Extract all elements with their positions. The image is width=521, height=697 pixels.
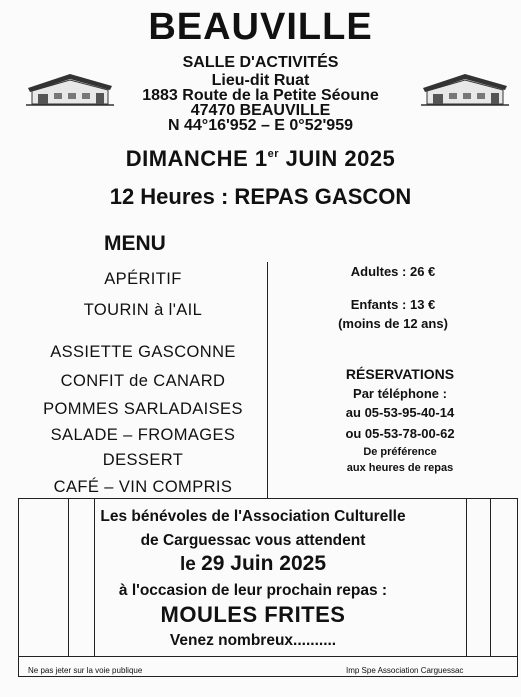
reservations-by-phone: Par téléphone :: [353, 386, 447, 401]
box-inner-left-border: [68, 498, 69, 656]
announcement-dish: MOULES FRITES: [160, 602, 346, 627]
menu-item: POMMES SARLADAISES: [43, 400, 243, 418]
menu-item: SALADE – FROMAGES: [50, 426, 236, 444]
footer-bottom-border: [18, 676, 518, 677]
menu-item: ASSIETTE GASCONNE: [50, 343, 236, 361]
announcement-date-prefix: le: [179, 554, 202, 575]
venue-place: Lieu-dit Ruat: [211, 72, 310, 89]
box-inner-right-border-2: [490, 498, 491, 656]
event-date-ordinal: er: [267, 148, 279, 160]
event-date-month: JUIN 2025: [279, 146, 396, 171]
box-left-border: [18, 498, 19, 676]
venue-city: 47470 BEAUVILLE: [190, 102, 331, 119]
column-divider: [267, 262, 268, 498]
venue-name: SALLE D'ACTIVITÉS: [182, 54, 339, 71]
menu-item: TOURIN à l'AIL: [83, 301, 203, 319]
event-meal: 12 Heures : REPAS GASCON: [109, 184, 412, 209]
menu-item: CONFIT de CANARD: [60, 372, 226, 390]
menu-title: MENU: [104, 232, 166, 255]
venue-coordinates: N 44°16'952 – E 0°52'959: [168, 117, 353, 134]
box-top-border: [18, 498, 518, 499]
box-bottom-border: [18, 656, 518, 657]
announcement-closing: Venez nombreux..........: [169, 632, 337, 649]
price-children: Enfants : 13 €: [350, 297, 436, 312]
announcement-line-4: à l'occasion de leur prochain repas :: [118, 582, 388, 599]
menu-item: CAFÉ – VIN COMPRIS: [53, 478, 233, 496]
event-date-day: DIMANCHE 1: [125, 146, 268, 171]
price-children-note: (moins de 12 ans): [338, 316, 448, 331]
footer-disposal-notice: Ne pas jeter sur la voie publique: [28, 666, 143, 675]
reservations-preference-1: De préférence: [363, 446, 437, 458]
price-adults: Adultes : 26 €: [350, 264, 436, 279]
house-illustration-left: [24, 66, 116, 108]
reservations-title: RÉSERVATIONS: [345, 366, 455, 382]
town-title: BEAUVILLE: [148, 6, 373, 48]
reservations-preference-2: aux heures de repas: [346, 462, 454, 474]
menu-item: DESSERT: [102, 451, 184, 469]
reservations-phone-2: ou 05-53-78-00-62: [345, 426, 455, 441]
announcement-date: [88, 552, 418, 576]
event-date: [0, 146, 521, 172]
announcement-date-value: 29 Juin 2025: [201, 552, 327, 575]
venue-street: 1883 Route de la Petite Séoune: [142, 87, 379, 104]
announcement-line-2: de Carguessac vous attendent: [140, 532, 366, 549]
box-right-border: [517, 498, 518, 676]
reservations-phone-1: au 05-53-95-40-14: [345, 405, 455, 420]
house-illustration-right: [419, 66, 511, 108]
box-inner-right-border: [466, 498, 467, 656]
announcement-line-1: Les bénévoles de l'Association Culturelle: [100, 508, 406, 525]
menu-item: APÉRITIF: [104, 270, 182, 288]
footer-printer: Imp Spe Association Carguessac: [346, 666, 464, 675]
